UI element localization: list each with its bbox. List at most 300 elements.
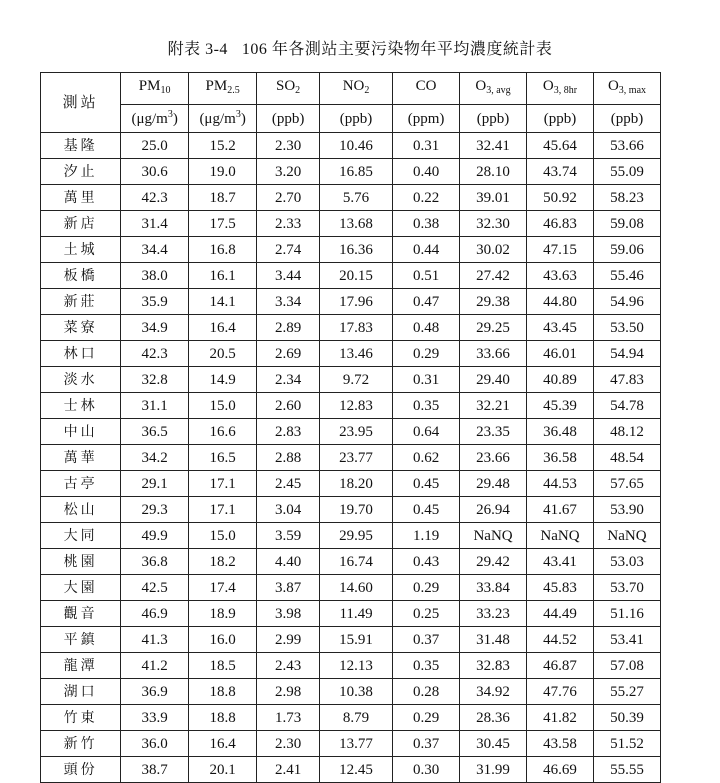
table-row: [41, 263, 661, 289]
value-cell: 2.83: [257, 419, 320, 445]
station-column-header: 測站: [41, 73, 121, 133]
station-name: 土城: [41, 237, 121, 263]
table-row: [41, 627, 661, 653]
value-cell: 19.70: [320, 497, 393, 523]
value-cell: 41.82: [527, 705, 594, 731]
value-cell: 50.39: [593, 705, 660, 731]
value-cell: 0.64: [393, 419, 460, 445]
table-row: [41, 549, 661, 575]
value-cell: 18.7: [189, 185, 257, 211]
value-cell: 46.9: [121, 601, 189, 627]
pollutant-subscript: 3, avg: [486, 85, 511, 96]
station-name: 頭份: [41, 757, 121, 783]
value-cell: 9.72: [320, 367, 393, 393]
value-cell: 34.9: [121, 315, 189, 341]
unit-text: (ppb): [339, 110, 373, 127]
value-cell: 17.4: [189, 575, 257, 601]
value-cell: 15.2: [189, 133, 257, 159]
unit-close: ): [240, 110, 246, 127]
value-cell: 30.45: [460, 731, 527, 757]
pollutant-symbol: PM: [205, 78, 228, 94]
table-row: [41, 757, 661, 783]
value-cell: 0.25: [393, 601, 460, 627]
pollutant-symbol: PM: [138, 78, 161, 94]
table-caption: [0, 36, 720, 59]
value-cell: 16.1: [189, 263, 257, 289]
value-cell: 36.0: [121, 731, 189, 757]
value-cell: 3.34: [257, 289, 320, 315]
value-cell: 58.23: [593, 185, 660, 211]
value-cell: 32.30: [460, 211, 527, 237]
station-name: 汐止: [41, 159, 121, 185]
value-cell: 35.9: [121, 289, 189, 315]
value-cell: 57.65: [593, 471, 660, 497]
value-cell: 3.98: [257, 601, 320, 627]
value-cell: 18.20: [320, 471, 393, 497]
value-cell: NaNQ: [460, 523, 527, 549]
value-cell: 33.9: [121, 705, 189, 731]
station-name: 松山: [41, 497, 121, 523]
table-row: [41, 341, 661, 367]
value-cell: 36.58: [527, 445, 594, 471]
value-cell: 43.63: [527, 263, 594, 289]
value-cell: 45.64: [527, 133, 594, 159]
value-cell: 14.60: [320, 575, 393, 601]
value-cell: 41.2: [121, 653, 189, 679]
value-cell: 0.31: [393, 133, 460, 159]
value-cell: 36.48: [527, 419, 594, 445]
station-name: 桃園: [41, 549, 121, 575]
value-cell: 16.6: [189, 419, 257, 445]
value-cell: 59.06: [593, 237, 660, 263]
value-cell: 2.70: [257, 185, 320, 211]
value-cell: 16.8: [189, 237, 257, 263]
value-cell: 2.30: [257, 731, 320, 757]
pollutant-subscript: 3, 8hr: [553, 85, 578, 96]
unit-close: ): [172, 110, 178, 127]
value-cell: 55.55: [593, 757, 660, 783]
value-cell: 53.90: [593, 497, 660, 523]
value-cell: 53.03: [593, 549, 660, 575]
pollutant-subscript: 2: [295, 85, 301, 96]
table-row: [41, 367, 661, 393]
value-cell: 33.84: [460, 575, 527, 601]
station-name: 萬華: [41, 445, 121, 471]
value-cell: 28.36: [460, 705, 527, 731]
value-cell: 50.92: [527, 185, 594, 211]
pollutant-subscript: 10: [160, 85, 171, 96]
value-cell: 0.29: [393, 341, 460, 367]
value-cell: 43.74: [527, 159, 594, 185]
value-cell: 0.48: [393, 315, 460, 341]
value-cell: 46.01: [527, 341, 594, 367]
value-cell: 16.5: [189, 445, 257, 471]
value-cell: 0.47: [393, 289, 460, 315]
value-cell: 2.74: [257, 237, 320, 263]
table-row: [41, 523, 661, 549]
value-cell: 2.34: [257, 367, 320, 393]
value-cell: 16.0: [189, 627, 257, 653]
value-cell: 31.48: [460, 627, 527, 653]
unit-text: (μg/m: [131, 110, 168, 127]
value-cell: 23.66: [460, 445, 527, 471]
value-cell: 2.41: [257, 757, 320, 783]
value-cell: 20.5: [189, 341, 257, 367]
value-cell: 32.21: [460, 393, 527, 419]
value-cell: 2.99: [257, 627, 320, 653]
value-cell: 2.60: [257, 393, 320, 419]
unit-text: (ppb): [271, 110, 305, 127]
pollutant-stats-table: [40, 72, 661, 783]
value-cell: 8.79: [320, 705, 393, 731]
table-header: [41, 73, 661, 133]
value-cell: 41.3: [121, 627, 189, 653]
value-cell: 18.9: [189, 601, 257, 627]
column-header-unit: [121, 105, 189, 133]
station-name: 士林: [41, 393, 121, 419]
value-cell: 1.73: [257, 705, 320, 731]
value-cell: 42.3: [121, 185, 189, 211]
value-cell: 29.40: [460, 367, 527, 393]
value-cell: 55.46: [593, 263, 660, 289]
column-header-pollutant: [257, 73, 320, 105]
value-cell: 32.41: [460, 133, 527, 159]
value-cell: 55.09: [593, 159, 660, 185]
table-row: [41, 159, 661, 185]
value-cell: 36.9: [121, 679, 189, 705]
column-header-pollutant: [460, 73, 527, 105]
value-cell: 18.8: [189, 679, 257, 705]
value-cell: 27.42: [460, 263, 527, 289]
value-cell: 34.92: [460, 679, 527, 705]
value-cell: 40.89: [527, 367, 594, 393]
unit-superscript: 3: [167, 108, 173, 120]
value-cell: 53.41: [593, 627, 660, 653]
value-cell: 44.53: [527, 471, 594, 497]
station-name: 菜寮: [41, 315, 121, 341]
value-cell: 29.25: [460, 315, 527, 341]
station-name: 新店: [41, 211, 121, 237]
value-cell: 10.38: [320, 679, 393, 705]
station-name: 古亭: [41, 471, 121, 497]
value-cell: 29.1: [121, 471, 189, 497]
unit-superscript: 3: [235, 108, 241, 120]
value-cell: 43.45: [527, 315, 594, 341]
column-header-unit: [257, 105, 320, 133]
value-cell: 2.45: [257, 471, 320, 497]
value-cell: 12.83: [320, 393, 393, 419]
value-cell: 47.15: [527, 237, 594, 263]
value-cell: 46.83: [527, 211, 594, 237]
value-cell: 0.51: [393, 263, 460, 289]
column-header-pollutant: [121, 73, 189, 105]
unit-text: (ppb): [543, 110, 577, 127]
value-cell: 23.35: [460, 419, 527, 445]
value-cell: 17.96: [320, 289, 393, 315]
value-cell: 0.62: [393, 445, 460, 471]
value-cell: 15.0: [189, 523, 257, 549]
value-cell: 16.85: [320, 159, 393, 185]
value-cell: 51.52: [593, 731, 660, 757]
value-cell: 3.04: [257, 497, 320, 523]
value-cell: 16.4: [189, 315, 257, 341]
value-cell: 31.1: [121, 393, 189, 419]
value-cell: 4.40: [257, 549, 320, 575]
column-header-pollutant: [189, 73, 257, 105]
pollutant-symbol: CO: [415, 78, 437, 94]
value-cell: 30.6: [121, 159, 189, 185]
value-cell: 0.28: [393, 679, 460, 705]
pollutant-symbol: O: [607, 78, 619, 94]
value-cell: 0.37: [393, 627, 460, 653]
value-cell: 20.1: [189, 757, 257, 783]
value-cell: 0.37: [393, 731, 460, 757]
value-cell: 16.74: [320, 549, 393, 575]
value-cell: 36.8: [121, 549, 189, 575]
station-name: 平鎮: [41, 627, 121, 653]
value-cell: 31.4: [121, 211, 189, 237]
value-cell: 0.31: [393, 367, 460, 393]
value-cell: 42.3: [121, 341, 189, 367]
table-body: [41, 133, 661, 783]
table-row: [41, 601, 661, 627]
pollutant-subscript: 3, max: [618, 85, 647, 96]
value-cell: 1.19: [393, 523, 460, 549]
unit-text: (ppb): [476, 110, 510, 127]
pollutant-symbol: SO: [275, 78, 296, 94]
value-cell: 26.94: [460, 497, 527, 523]
value-cell: 53.70: [593, 575, 660, 601]
value-cell: 34.4: [121, 237, 189, 263]
value-cell: 38.7: [121, 757, 189, 783]
value-cell: 17.1: [189, 471, 257, 497]
station-name: 大園: [41, 575, 121, 601]
unit-text: (ppb): [610, 110, 644, 127]
value-cell: 45.83: [527, 575, 594, 601]
value-cell: 17.83: [320, 315, 393, 341]
column-header-pollutant: [593, 73, 660, 105]
value-cell: 43.41: [527, 549, 594, 575]
value-cell: 0.35: [393, 393, 460, 419]
value-cell: NaNQ: [527, 523, 594, 549]
pollutant-symbol: NO: [342, 78, 365, 94]
value-cell: 23.95: [320, 419, 393, 445]
value-cell: 33.66: [460, 341, 527, 367]
value-cell: 42.5: [121, 575, 189, 601]
value-cell: 48.54: [593, 445, 660, 471]
table-number: 附表 3-4: [167, 41, 228, 58]
table-row: [41, 575, 661, 601]
value-cell: 17.5: [189, 211, 257, 237]
value-cell: 18.8: [189, 705, 257, 731]
station-name: 新竹: [41, 731, 121, 757]
value-cell: 54.94: [593, 341, 660, 367]
value-cell: 2.43: [257, 653, 320, 679]
value-cell: 2.89: [257, 315, 320, 341]
table-row: [41, 289, 661, 315]
station-name: 萬里: [41, 185, 121, 211]
value-cell: 5.76: [320, 185, 393, 211]
column-header-unit: [460, 105, 527, 133]
value-cell: 29.42: [460, 549, 527, 575]
station-name: 龍潭: [41, 653, 121, 679]
value-cell: 29.38: [460, 289, 527, 315]
value-cell: 57.08: [593, 653, 660, 679]
table-row: [41, 393, 661, 419]
value-cell: 14.9: [189, 367, 257, 393]
value-cell: 25.0: [121, 133, 189, 159]
table-row: [41, 237, 661, 263]
value-cell: 12.13: [320, 653, 393, 679]
table-row: [41, 679, 661, 705]
station-name: 林口: [41, 341, 121, 367]
pollutant-symbol: O: [542, 78, 554, 94]
column-header-unit: [189, 105, 257, 133]
value-cell: 2.98: [257, 679, 320, 705]
station-name: 大同: [41, 523, 121, 549]
value-cell: 18.2: [189, 549, 257, 575]
value-cell: 15.91: [320, 627, 393, 653]
table-row: [41, 419, 661, 445]
value-cell: 51.16: [593, 601, 660, 627]
value-cell: 0.29: [393, 575, 460, 601]
value-cell: 20.15: [320, 263, 393, 289]
column-header-pollutant: [527, 73, 594, 105]
value-cell: 45.39: [527, 393, 594, 419]
value-cell: 44.52: [527, 627, 594, 653]
value-cell: 0.30: [393, 757, 460, 783]
column-header-unit: [593, 105, 660, 133]
table-title: 106 年各測站主要污染物年平均濃度統計表: [241, 41, 553, 58]
value-cell: 3.44: [257, 263, 320, 289]
table-row: [41, 133, 661, 159]
value-cell: 0.44: [393, 237, 460, 263]
column-header-pollutant: [393, 73, 460, 105]
value-cell: 46.69: [527, 757, 594, 783]
value-cell: 17.1: [189, 497, 257, 523]
value-cell: 2.69: [257, 341, 320, 367]
station-name: 湖口: [41, 679, 121, 705]
value-cell: 11.49: [320, 601, 393, 627]
value-cell: 29.48: [460, 471, 527, 497]
value-cell: 34.2: [121, 445, 189, 471]
value-cell: 13.68: [320, 211, 393, 237]
value-cell: 38.0: [121, 263, 189, 289]
value-cell: 44.49: [527, 601, 594, 627]
value-cell: 19.0: [189, 159, 257, 185]
value-cell: 3.59: [257, 523, 320, 549]
station-name: 竹東: [41, 705, 121, 731]
unit-text: (ppm): [407, 110, 445, 127]
value-cell: 39.01: [460, 185, 527, 211]
column-header-unit: [320, 105, 393, 133]
column-header-pollutant: [320, 73, 393, 105]
value-cell: 0.45: [393, 471, 460, 497]
value-cell: 3.20: [257, 159, 320, 185]
column-header-unit: [527, 105, 594, 133]
value-cell: 12.45: [320, 757, 393, 783]
value-cell: 2.88: [257, 445, 320, 471]
value-cell: 13.77: [320, 731, 393, 757]
station-name: 淡水: [41, 367, 121, 393]
value-cell: 3.87: [257, 575, 320, 601]
value-cell: 0.45: [393, 497, 460, 523]
value-cell: 29.3: [121, 497, 189, 523]
value-cell: 0.29: [393, 705, 460, 731]
table-row: [41, 185, 661, 211]
station-name: 新莊: [41, 289, 121, 315]
value-cell: 41.67: [527, 497, 594, 523]
value-cell: 10.46: [320, 133, 393, 159]
pollutant-subscript: 2: [364, 85, 370, 96]
unit-text: (μg/m: [199, 110, 236, 127]
value-cell: 53.66: [593, 133, 660, 159]
value-cell: 32.8: [121, 367, 189, 393]
value-cell: 47.83: [593, 367, 660, 393]
value-cell: 46.87: [527, 653, 594, 679]
value-cell: 33.23: [460, 601, 527, 627]
value-cell: 43.58: [527, 731, 594, 757]
value-cell: 0.40: [393, 159, 460, 185]
table-row: [41, 211, 661, 237]
table-row: [41, 705, 661, 731]
value-cell: 2.33: [257, 211, 320, 237]
table-row: [41, 497, 661, 523]
value-cell: 55.27: [593, 679, 660, 705]
value-cell: 30.02: [460, 237, 527, 263]
value-cell: 44.80: [527, 289, 594, 315]
table-row: [41, 731, 661, 757]
value-cell: 2.30: [257, 133, 320, 159]
table-row: [41, 315, 661, 341]
value-cell: 29.95: [320, 523, 393, 549]
pollutant-subscript: 2.5: [227, 85, 240, 96]
value-cell: 16.4: [189, 731, 257, 757]
station-name: 板橋: [41, 263, 121, 289]
station-name: 觀音: [41, 601, 121, 627]
value-cell: 54.78: [593, 393, 660, 419]
station-name: 基隆: [41, 133, 121, 159]
value-cell: 0.35: [393, 653, 460, 679]
value-cell: 36.5: [121, 419, 189, 445]
column-header-unit: [393, 105, 460, 133]
value-cell: 18.5: [189, 653, 257, 679]
value-cell: 47.76: [527, 679, 594, 705]
value-cell: 49.9: [121, 523, 189, 549]
value-cell: 0.43: [393, 549, 460, 575]
value-cell: 16.36: [320, 237, 393, 263]
value-cell: 14.1: [189, 289, 257, 315]
table-row: [41, 653, 661, 679]
value-cell: 28.10: [460, 159, 527, 185]
table-row: [41, 445, 661, 471]
value-cell: 23.77: [320, 445, 393, 471]
value-cell: 31.99: [460, 757, 527, 783]
value-cell: 0.38: [393, 211, 460, 237]
station-name: 中山: [41, 419, 121, 445]
value-cell: 54.96: [593, 289, 660, 315]
table-row: [41, 471, 661, 497]
value-cell: 0.22: [393, 185, 460, 211]
value-cell: 59.08: [593, 211, 660, 237]
pollutant-symbol: O: [475, 78, 487, 94]
value-cell: NaNQ: [593, 523, 660, 549]
value-cell: 48.12: [593, 419, 660, 445]
value-cell: 15.0: [189, 393, 257, 419]
value-cell: 32.83: [460, 653, 527, 679]
value-cell: 13.46: [320, 341, 393, 367]
value-cell: 53.50: [593, 315, 660, 341]
